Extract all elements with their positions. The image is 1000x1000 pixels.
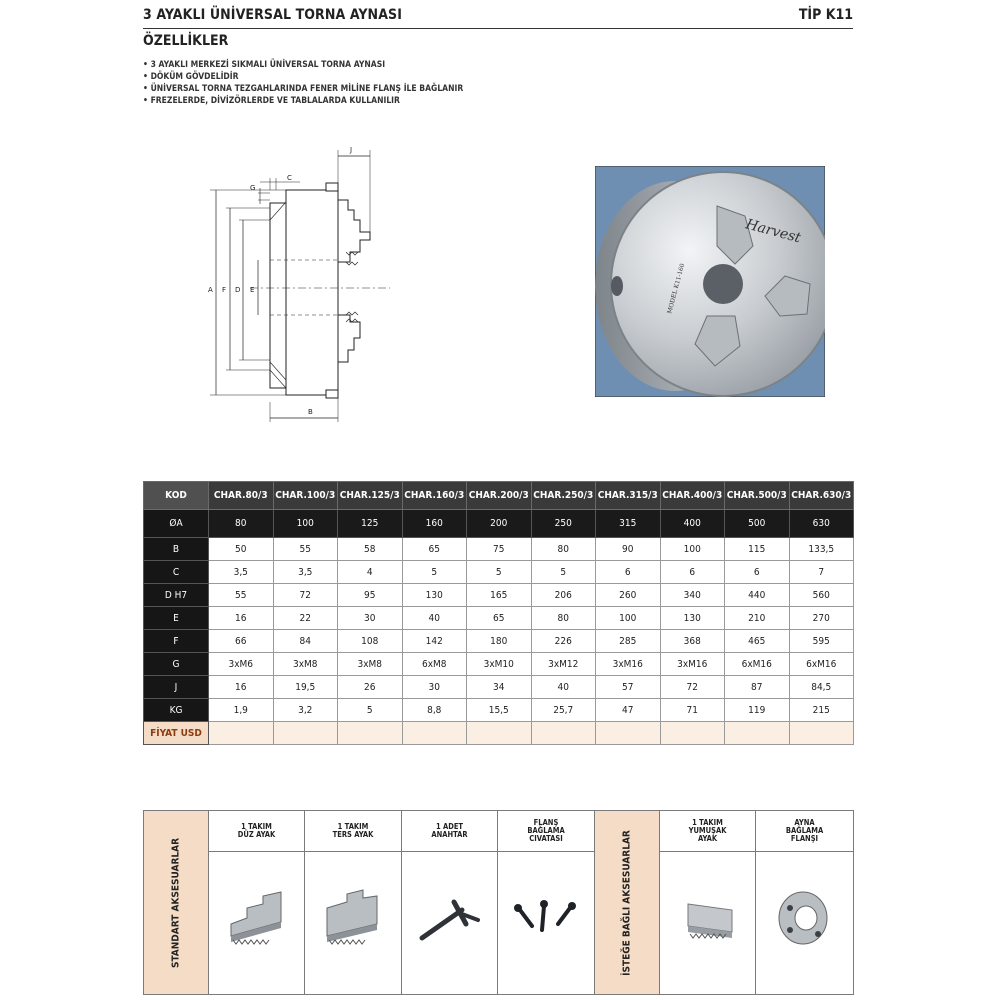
table-cell: 65 <box>402 538 467 561</box>
page-header <box>143 6 853 29</box>
table-cell: 57 <box>596 676 661 699</box>
table-cell: 133,5 <box>789 538 854 561</box>
table-cell: 5 <box>402 561 467 584</box>
table-cell: 6xM16 <box>789 653 854 676</box>
table-header-cell: CHAR.315/3 <box>596 482 661 510</box>
table-cell: 180 <box>467 630 532 653</box>
dim-label-e: E <box>250 286 255 294</box>
table-row <box>144 607 854 630</box>
table-cell: 65 <box>467 607 532 630</box>
table-cell: 15,5 <box>467 699 532 722</box>
features-title: ÖZELLİKLER <box>143 33 229 49</box>
row-label: G <box>144 653 209 676</box>
table-cell: 100 <box>273 510 338 538</box>
table-cell: 16 <box>209 676 274 699</box>
table-cell: 3xM10 <box>467 653 532 676</box>
row-label: KG <box>144 699 209 722</box>
table-cell: 125 <box>338 510 403 538</box>
table-cell: 226 <box>531 630 596 653</box>
chuck-key-icon <box>402 852 496 992</box>
table-cell: 30 <box>402 676 467 699</box>
page-title: 3 AYAKLI ÜNİVERSAL TORNA AYNASI <box>143 7 403 23</box>
technical-drawing <box>190 140 400 430</box>
table-cell <box>402 722 467 745</box>
table-cell: 210 <box>725 607 790 630</box>
dim-label-d: D <box>235 286 241 294</box>
table-cell: 200 <box>467 510 532 538</box>
table-cell: 465 <box>725 630 790 653</box>
table-header-cell: CHAR.100/3 <box>273 482 338 510</box>
accessory-soft-jaw <box>660 811 756 994</box>
accessory-mounting-flange <box>756 811 853 994</box>
reverse-jaw-icon <box>305 852 400 992</box>
table-cell: 75 <box>467 538 532 561</box>
straight-jaw-icon <box>209 852 303 992</box>
row-label: C <box>144 561 209 584</box>
features-list <box>143 59 463 107</box>
table-cell: 100 <box>596 607 661 630</box>
table-cell: 119 <box>725 699 790 722</box>
accessory-label: 1 TAKIM DÜZ AYAK <box>209 811 304 852</box>
row-label: F <box>144 630 209 653</box>
accessory-straight-jaw <box>209 811 305 994</box>
accessory-label: FLANŞ BAĞLAMA CIVATASI <box>498 811 594 852</box>
table-cell: 16 <box>209 607 274 630</box>
table-cell: 3xM8 <box>273 653 338 676</box>
table-row <box>144 561 854 584</box>
table-cell: 3,5 <box>209 561 274 584</box>
feature-item: • ÜNİVERSAL TORNA TEZGAHLARINDA FENER MİLİNE FLANŞ İLE BAĞLANIR <box>143 83 463 95</box>
feature-item: • DÖKÜM GÖVDELİDİR <box>143 71 463 83</box>
table-cell: 30 <box>338 607 403 630</box>
table-cell: 5 <box>338 699 403 722</box>
photo-model-text: MODEL K11-160 <box>666 262 687 315</box>
dim-label-g: G <box>250 184 256 192</box>
table-cell <box>596 722 661 745</box>
mounting-flange-icon <box>756 852 851 992</box>
dim-label-j: J <box>350 146 353 154</box>
table-cell: 270 <box>789 607 854 630</box>
table-header-kod: KOD <box>144 482 209 510</box>
table-cell: 8,8 <box>402 699 467 722</box>
table-cell: 19,5 <box>273 676 338 699</box>
table-cell: 71 <box>660 699 725 722</box>
table-cell: 115 <box>725 538 790 561</box>
table-cell: 3,2 <box>273 699 338 722</box>
table-header-cell: CHAR.160/3 <box>402 482 467 510</box>
table-cell: 215 <box>789 699 854 722</box>
table-cell: 55 <box>273 538 338 561</box>
accessory-label: 1 TAKIM YUMUŞAK AYAK <box>660 811 755 852</box>
table-body <box>144 510 854 745</box>
table-cell: 1,9 <box>209 699 274 722</box>
accessory-chuck-key <box>402 811 498 994</box>
table-row <box>144 676 854 699</box>
table-cell: 368 <box>660 630 725 653</box>
table-cell: 7 <box>789 561 854 584</box>
accessory-label: 1 TAKIM TERS AYAK <box>305 811 401 852</box>
table-cell: 87 <box>725 676 790 699</box>
table-row <box>144 699 854 722</box>
table-cell: 285 <box>596 630 661 653</box>
table-cell: 3xM16 <box>660 653 725 676</box>
table-cell: 100 <box>660 538 725 561</box>
table-cell: 6 <box>660 561 725 584</box>
table-cell: 40 <box>531 676 596 699</box>
table-cell <box>725 722 790 745</box>
table-cell: 165 <box>467 584 532 607</box>
dim-label-f: F <box>222 286 227 294</box>
table-cell: 80 <box>531 538 596 561</box>
table-cell: 6xM8 <box>402 653 467 676</box>
table-cell: 95 <box>338 584 403 607</box>
table-cell: 34 <box>467 676 532 699</box>
table-cell: 130 <box>660 607 725 630</box>
table-cell: 26 <box>338 676 403 699</box>
table-cell: 6 <box>596 561 661 584</box>
table-cell: 22 <box>273 607 338 630</box>
standard-accessories-title: STANDART AKSESUARLAR <box>170 837 182 968</box>
table-cell: 50 <box>209 538 274 561</box>
table-cell: 3xM6 <box>209 653 274 676</box>
table-cell: 340 <box>660 584 725 607</box>
table-cell: 84,5 <box>789 676 854 699</box>
accessories-panel <box>143 810 854 995</box>
row-label: FİYAT USD <box>144 722 209 745</box>
row-label: B <box>144 538 209 561</box>
table-header-cell: CHAR.250/3 <box>531 482 596 510</box>
table-header-cell: CHAR.630/3 <box>789 482 854 510</box>
dim-label-c: C <box>287 174 292 182</box>
table-cell: 560 <box>789 584 854 607</box>
table-cell: 6 <box>725 561 790 584</box>
table-cell <box>467 722 532 745</box>
table-header-cell: CHAR.125/3 <box>338 482 403 510</box>
product-type: TİP K11 <box>798 7 853 23</box>
table-cell: 440 <box>725 584 790 607</box>
table-cell <box>273 722 338 745</box>
table-cell: 4 <box>338 561 403 584</box>
table-header-row <box>144 482 854 510</box>
accessory-flange-bolts <box>498 811 595 994</box>
accessory-reverse-jaw <box>305 811 402 994</box>
table-cell: 3xM12 <box>531 653 596 676</box>
product-photo <box>595 166 825 397</box>
dim-label-b: B <box>308 408 313 416</box>
row-label: E <box>144 607 209 630</box>
table-cell: 47 <box>596 699 661 722</box>
table-cell: 3,5 <box>273 561 338 584</box>
row-label: D H7 <box>144 584 209 607</box>
table-cell <box>531 722 596 745</box>
table-cell <box>209 722 274 745</box>
photo-brand: Harvest <box>743 216 803 247</box>
table-cell: 5 <box>467 561 532 584</box>
table-cell: 260 <box>596 584 661 607</box>
table-row <box>144 538 854 561</box>
table-header-cell: CHAR.80/3 <box>209 482 274 510</box>
table-cell: 80 <box>531 607 596 630</box>
row-label: ØA <box>144 510 209 538</box>
spec-table <box>143 481 854 745</box>
table-cell: 630 <box>789 510 854 538</box>
table-cell: 84 <box>273 630 338 653</box>
table-cell: 90 <box>596 538 661 561</box>
table-cell: 500 <box>725 510 790 538</box>
table-cell: 595 <box>789 630 854 653</box>
table-cell: 72 <box>660 676 725 699</box>
flange-bolts-icon <box>498 852 593 992</box>
table-row <box>144 653 854 676</box>
table-cell <box>789 722 854 745</box>
table-row <box>144 584 854 607</box>
table-header-cell: CHAR.200/3 <box>467 482 532 510</box>
table-cell: 206 <box>531 584 596 607</box>
table-cell: 72 <box>273 584 338 607</box>
table-cell: 5 <box>531 561 596 584</box>
feature-item: • 3 AYAKLI MERKEZİ SIKMALI ÜNİVERSAL TORNA AYNASI <box>143 59 463 71</box>
accessory-label: AYNA BAĞLAMA FLANŞI <box>756 811 853 852</box>
table-cell: 40 <box>402 607 467 630</box>
standard-accessories-header <box>144 811 209 994</box>
table-cell: 55 <box>209 584 274 607</box>
table-cell: 3xM8 <box>338 653 403 676</box>
table-cell <box>338 722 403 745</box>
table-header-cell: CHAR.500/3 <box>725 482 790 510</box>
feature-item: • FREZELERDE, DİVİZÖRLERDE VE TABLALARDA KULLANILIR <box>143 95 463 107</box>
table-cell: 25,7 <box>531 699 596 722</box>
table-cell: 142 <box>402 630 467 653</box>
table-row <box>144 510 854 538</box>
table-cell: 130 <box>402 584 467 607</box>
table-cell: 160 <box>402 510 467 538</box>
table-row <box>144 722 854 745</box>
table-cell: 3xM16 <box>596 653 661 676</box>
row-label: J <box>144 676 209 699</box>
table-cell: 80 <box>209 510 274 538</box>
optional-accessories-header <box>595 811 660 994</box>
soft-jaw-icon <box>660 852 754 992</box>
table-cell: 400 <box>660 510 725 538</box>
accessory-label: 1 ADET ANAHTAR <box>402 811 497 852</box>
table-cell: 6xM16 <box>725 653 790 676</box>
table-header-cell: CHAR.400/3 <box>660 482 725 510</box>
table-cell: 315 <box>596 510 661 538</box>
table-cell: 108 <box>338 630 403 653</box>
table-cell: 58 <box>338 538 403 561</box>
optional-accessories-title: İSTEĞE BAĞLI AKSESUARLAR <box>621 829 633 976</box>
table-row <box>144 630 854 653</box>
table-cell <box>660 722 725 745</box>
dim-label-a: A <box>208 286 213 294</box>
table-cell: 250 <box>531 510 596 538</box>
table-cell: 66 <box>209 630 274 653</box>
